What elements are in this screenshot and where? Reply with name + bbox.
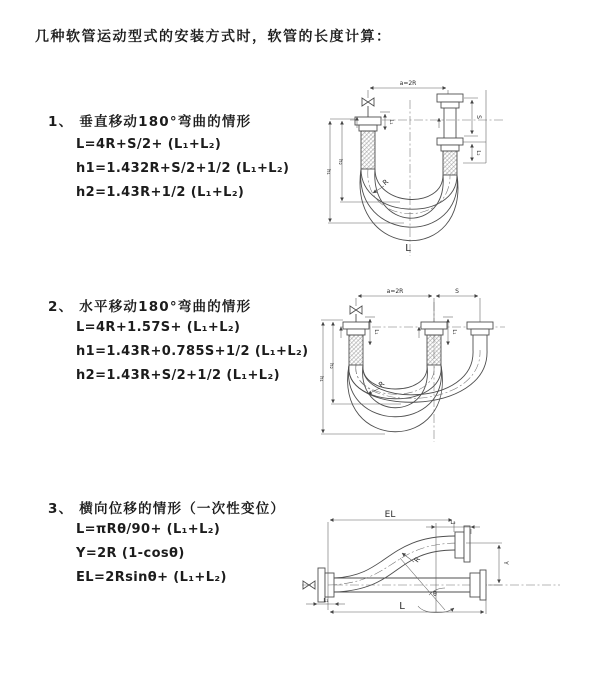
- dim-label-h2: h₂: [337, 159, 343, 165]
- dim-span: [368, 80, 448, 98]
- braided-hose-section: [349, 335, 363, 365]
- dim-label-l: L: [399, 601, 405, 612]
- dim-label-l1: L₁: [323, 598, 329, 604]
- middle-flange-connection: [419, 322, 447, 365]
- diagram-vertical-180-bend: [300, 72, 600, 262]
- dim-label-l1b: L₁: [451, 329, 457, 335]
- section-1-heading-text: 垂直移动180°弯曲的情形: [79, 114, 252, 130]
- section-1-formula-L: L=4R+S/2+ (L₁+L₂): [76, 137, 222, 152]
- shifted-flange-connection: [467, 322, 493, 350]
- section-2-formula-L: L=4R+1.57S+ (L₁+L₂): [76, 320, 241, 335]
- hose-u-bends-shifted: [349, 350, 487, 402]
- section-1-formula-h1: h1=1.432R+S/2+1/2 (L₁+L₂): [76, 161, 290, 176]
- dim-label-el: EL: [384, 510, 396, 520]
- right-flange-connection: [437, 94, 463, 175]
- dim-label-l1: L₁: [388, 119, 394, 125]
- section-3-formula-Y: Y=2R (1-cosθ): [76, 546, 185, 561]
- page-title: 几种软管运动型式的安装方式时，软管的长度计算：: [35, 29, 392, 45]
- valve-icon: [362, 98, 374, 117]
- left-flange-connection: [355, 117, 381, 169]
- section-1-heading: [48, 110, 251, 130]
- radius-label: R: [381, 177, 391, 188]
- angle-label-theta: θ: [433, 591, 437, 598]
- section-3-formula-L: L=πRθ/90+ (L₁+L₂): [76, 522, 221, 537]
- section-2-heading: [48, 295, 251, 315]
- braided-hose-section: [443, 151, 457, 175]
- section-3-number: 3、: [48, 501, 74, 517]
- dim-label-l2: L₂: [450, 520, 456, 526]
- angle-theta: [400, 558, 454, 613]
- section-3-formula-EL: EL=2Rsinθ+ (L₁+L₂): [76, 570, 227, 585]
- dim-label-span: a=2R: [386, 288, 404, 295]
- dim-label-s: S: [475, 115, 482, 119]
- section-2-formula-h1: h1=1.43R+0.785S+1/2 (L₁+L₂): [76, 344, 309, 359]
- dim-l1-left: [365, 317, 379, 345]
- dim-label-l1a: L₁: [373, 329, 379, 335]
- dim-l2: [426, 520, 480, 612]
- braided-hose-section: [427, 335, 441, 365]
- dim-l1: [380, 112, 394, 130]
- section-3-heading-text: 横向位移的情形（一次性变位）: [79, 501, 286, 517]
- dim-label-s: S: [455, 288, 459, 295]
- right-flange-original: [470, 570, 486, 600]
- right-flange-displaced: [455, 526, 470, 562]
- valve-icon: [350, 306, 362, 322]
- dim-label-h2: h₂: [328, 363, 334, 369]
- section-2-heading-text: 水平移动180°弯曲的情形: [79, 299, 252, 315]
- dim-label-l2: L₂: [475, 150, 481, 156]
- radius-label: R: [377, 379, 387, 390]
- radius-label: R: [412, 555, 423, 565]
- hose-u-bends: [360, 169, 458, 241]
- diagram-horizontal-180-bend: [300, 282, 600, 452]
- dim-label-h1: h₁: [325, 169, 331, 175]
- dim-l1-middle: [443, 317, 457, 345]
- radius-callout: [402, 553, 422, 564]
- section-1-formula-h2: h2=1.43R+1/2 (L₁+L₂): [76, 185, 245, 200]
- section-1-number: 1、: [48, 114, 74, 130]
- dim-label-l: L: [405, 243, 411, 254]
- left-flange-connection: [341, 322, 369, 365]
- hose-u-bends: [348, 365, 443, 432]
- dim-label-y: Y: [502, 561, 509, 565]
- dim-l: [330, 594, 486, 614]
- dim-l2: [463, 90, 486, 163]
- braided-hose-section: [361, 131, 375, 169]
- diagram-lateral-displacement: [298, 492, 600, 642]
- dim-l1: [306, 598, 345, 604]
- dim-s: [464, 98, 482, 136]
- dim-label-h1: h₁: [318, 376, 324, 382]
- section-3-heading: [48, 497, 285, 517]
- section-2-number: 2、: [48, 299, 74, 315]
- hose-displaced-s-curve: [328, 536, 460, 592]
- section-2-formula-h2: h2=1.43R+S/2+1/2 (L₁+L₂): [76, 368, 280, 383]
- dim-label-span: a=2R: [399, 80, 417, 87]
